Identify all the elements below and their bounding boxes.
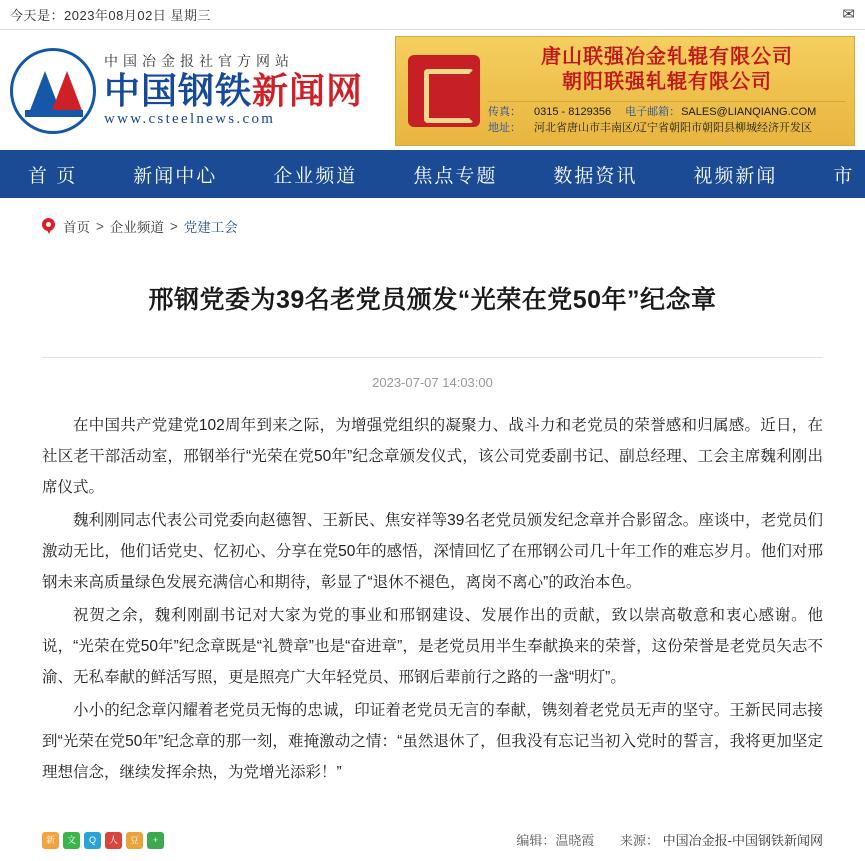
ad-email-value: SALES@LIANQIANG.COM <box>681 106 817 119</box>
location-pin-icon <box>42 218 55 234</box>
nav-item-news-center[interactable]: 新闻中心 <box>133 165 218 187</box>
ad-company-name-1: 唐山联强冶金轧辊有限公司 <box>541 46 793 69</box>
pin-dot <box>46 222 51 227</box>
content-wrapper <box>0 198 865 861</box>
advertiser-logo-icon <box>408 55 480 127</box>
nav-item-data-info[interactable]: 数据资讯 <box>553 165 638 187</box>
article-body <box>40 410 825 788</box>
nav-item-enterprise-channel[interactable]: 企业频道 <box>273 165 358 187</box>
share-more-icon[interactable]: + <box>147 832 164 849</box>
top-date-bar <box>0 0 865 30</box>
breadcrumb-current: 党建工会 <box>183 220 238 235</box>
article-footer <box>40 790 825 861</box>
ad-contact-row-fax <box>488 105 846 121</box>
article-title: 邢钢党委为39名老党员颁发“光荣在党50年”纪念章 <box>148 285 717 314</box>
logo-website-url: www.csteelnews.com <box>104 111 276 128</box>
logo-main-title <box>104 69 364 111</box>
article-source-line <box>516 830 823 849</box>
ad-email-label: 电子邮箱： <box>625 106 681 119</box>
breadcrumb-separator-2: > <box>169 218 178 234</box>
logo-shape-right <box>51 71 83 113</box>
banner-advertisement[interactable] <box>395 36 855 146</box>
share-wechat-icon[interactable]: 文 <box>63 832 80 849</box>
nav-item-market[interactable]: 市 <box>833 165 855 187</box>
logo-title-red: 新闻网 <box>252 69 364 111</box>
share-sina-icon[interactable]: 新 <box>42 832 59 849</box>
article-publish-date: 2023-07-07 14:03:00 <box>372 374 493 390</box>
ad-address-value: 河北省唐山市丰南区/辽宁省朝阳市朝阳县柳城经济开发区 <box>534 122 813 134</box>
logo-text-block <box>104 54 363 128</box>
logo-subtitle: 中国冶金报社官方网站 <box>104 52 294 69</box>
article-editor: 编辑：温晓霞 <box>516 832 595 848</box>
breadcrumb-separator-1: > <box>96 218 104 234</box>
nav-item-home[interactable]: 首 页 <box>28 165 78 187</box>
ad-fax-label: 传真： <box>488 106 521 119</box>
article-paragraph-3: 祝贺之余，魏利刚副书记对大家为党的事业和邢钢建设、发展作出的贡献，致以崇高敬意和衷心感谢。他说，“光荣在党50年”纪念章既是“礼赞章”也是“奋进章”，是老党员用半生奉献换来的荣誉，这份荣誉是老党员矢志不渝、无私奉献的鲜活写照，更是照亮广大年轻党员、邢钢后辈前行之路的一盏“明灯”。 <box>42 606 823 686</box>
pin-tip <box>46 228 52 234</box>
article-paragraph-1: 在中国共产党建党102周年到来之际，为增强党组织的凝聚力、战斗力和老党员的荣誉感和归属感。近日，在社区老干部活动室，邢钢举行“光荣在党50年”纪念章颁发仪式，该公司党委副书记、副总经理、工会主席魏利刚出席仪式。 <box>42 416 823 496</box>
article-source-label: 来源： <box>620 832 660 848</box>
site-header <box>0 30 865 150</box>
site-logo[interactable] <box>10 48 385 134</box>
logo-emblem-icon <box>10 48 96 134</box>
logo-shape-bar <box>25 110 83 117</box>
ad-contact-row-address <box>488 121 846 137</box>
article-source-value: 中国冶金报-中国钢铁新闻网 <box>662 832 823 848</box>
ad-contact-block <box>488 101 846 137</box>
ad-address-label: 地址： <box>488 122 521 134</box>
main-navigation <box>0 150 865 198</box>
breadcrumb <box>40 198 825 250</box>
ad-company-name-2: 朝阳联强轧辊有限公司 <box>562 71 772 94</box>
share-douban-icon[interactable]: 豆 <box>126 832 143 849</box>
article-paragraph-4: 小小的纪念章闪耀着老党员无悔的忠诚，印证着老党员无言的奉献，镌刻着老党员无声的坚守。王新民同志接到“光荣在党50年”纪念章的那一刻，难掩激动之情：“虽然退休了，但我没有忘记当初入党时的誓言，我将更加坚定理想信念，继续发挥余热，为党增光添彩！” <box>42 701 823 781</box>
ad-text-block <box>488 45 854 137</box>
ad-fax-value: 0315 - 8129356 <box>534 106 612 119</box>
share-icon-bar <box>42 832 164 849</box>
share-qzone-icon[interactable]: Q <box>84 832 101 849</box>
nav-item-focus-topics[interactable]: 焦点专题 <box>413 165 498 187</box>
mail-icon[interactable]: ✉ <box>842 6 855 23</box>
share-renren-icon[interactable]: 人 <box>105 832 122 849</box>
breadcrumb-home[interactable]: 首页 <box>63 220 90 235</box>
nav-item-video-news[interactable]: 视频新闻 <box>693 165 778 187</box>
article-paragraph-2: 魏利刚同志代表公司党委向赵德智、王新民、焦安祥等39名老党员颁发纪念章并合影留念。座谈中，老党员们激动无比，他们话党史、忆初心、分享在党50年的感悟，深情回忆了在邢钢公司几十年工作的难忘岁月。他们对邢钢未来高质量绿色发展充满信心和期待，彰显了“退休不褪色，离岗不离心”的政治本色。 <box>42 511 823 591</box>
logo-title-blue: 中国钢铁 <box>104 69 253 111</box>
breadcrumb-enterprise-channel[interactable]: 企业频道 <box>109 220 164 235</box>
current-date-text: 今天是：2023年08月02日 星期三 <box>10 8 211 23</box>
